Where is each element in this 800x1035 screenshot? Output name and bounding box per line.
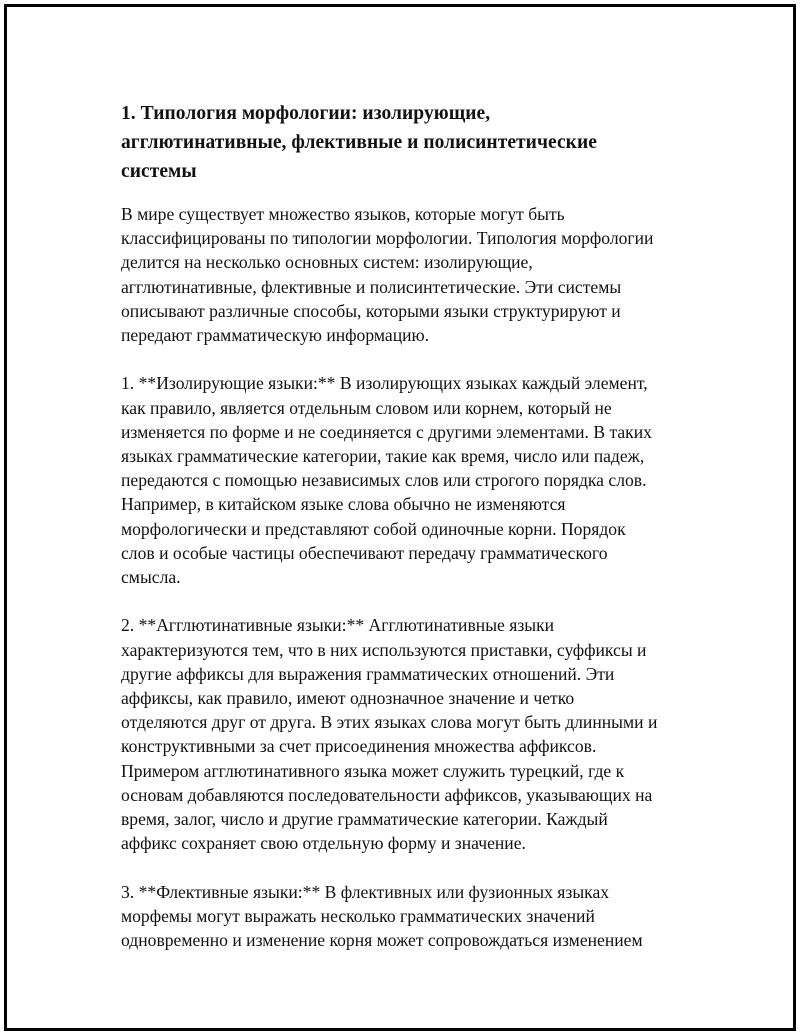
inflectional-languages-paragraph: 3. **Флективные языки:** В флективных или фузионных языках морфемы могут выражать несколько грамматических значений одновременно и изменение корня может сопровождаться изменением (121, 881, 643, 951)
agglutinative-languages-paragraph: 2. **Агглютинативные языки:** Агглютинативные языки характеризуются тем, что в них используются приставки, суффиксы и другие аффиксы для выражения грамматических отношений. Эти аффиксы, как правило, имеют однозначное значение и четко отделяются друг от друга. В этих языках слова могут быть длинными и конструктивными за счет присоединения множества аффиксов. Примером агглютинативного языка может служить турецкий, где к основам добавляются последовательности аффиксов, указывающих на время, залог, число и другие грамматические категории. Каждый аффикс сохраняет свою отдельную форму и значение. (121, 615, 658, 854)
isolating-languages-paragraph: 1. **Изолирующие языки:** В изолирующих языках каждый элемент, как правило, является отдельным словом или корнем, который не изменяется по форме и не соединяется с другими элементами. В таких языках грамматические категории, такие как время, число или падеж, передаются с помощью независимых слов или строгого порядка слов. Например, в китайском языке слова обычно не изменяются морфологически и представляют собой одиночные корни. Порядок слов и особые частицы обеспечивают передачу грамматического смысла. (121, 373, 652, 588)
document-title: 1. Типология морфологии: изолирующие, агглютинативные, флективные и полисинтетические системы (121, 103, 597, 182)
page-frame (4, 4, 796, 1031)
document-body (121, 99, 701, 976)
intro-paragraph: В мире существует множество языков, которые могут быть классифицированы по типологии морфологии. Типология морфологии делится на несколько основных систем: изолирующие, агглютинативные, флективные и полисинтетические. Эти системы описывают различные способы, которыми языки структурируют и передают грамматическую информацию. (121, 204, 654, 346)
